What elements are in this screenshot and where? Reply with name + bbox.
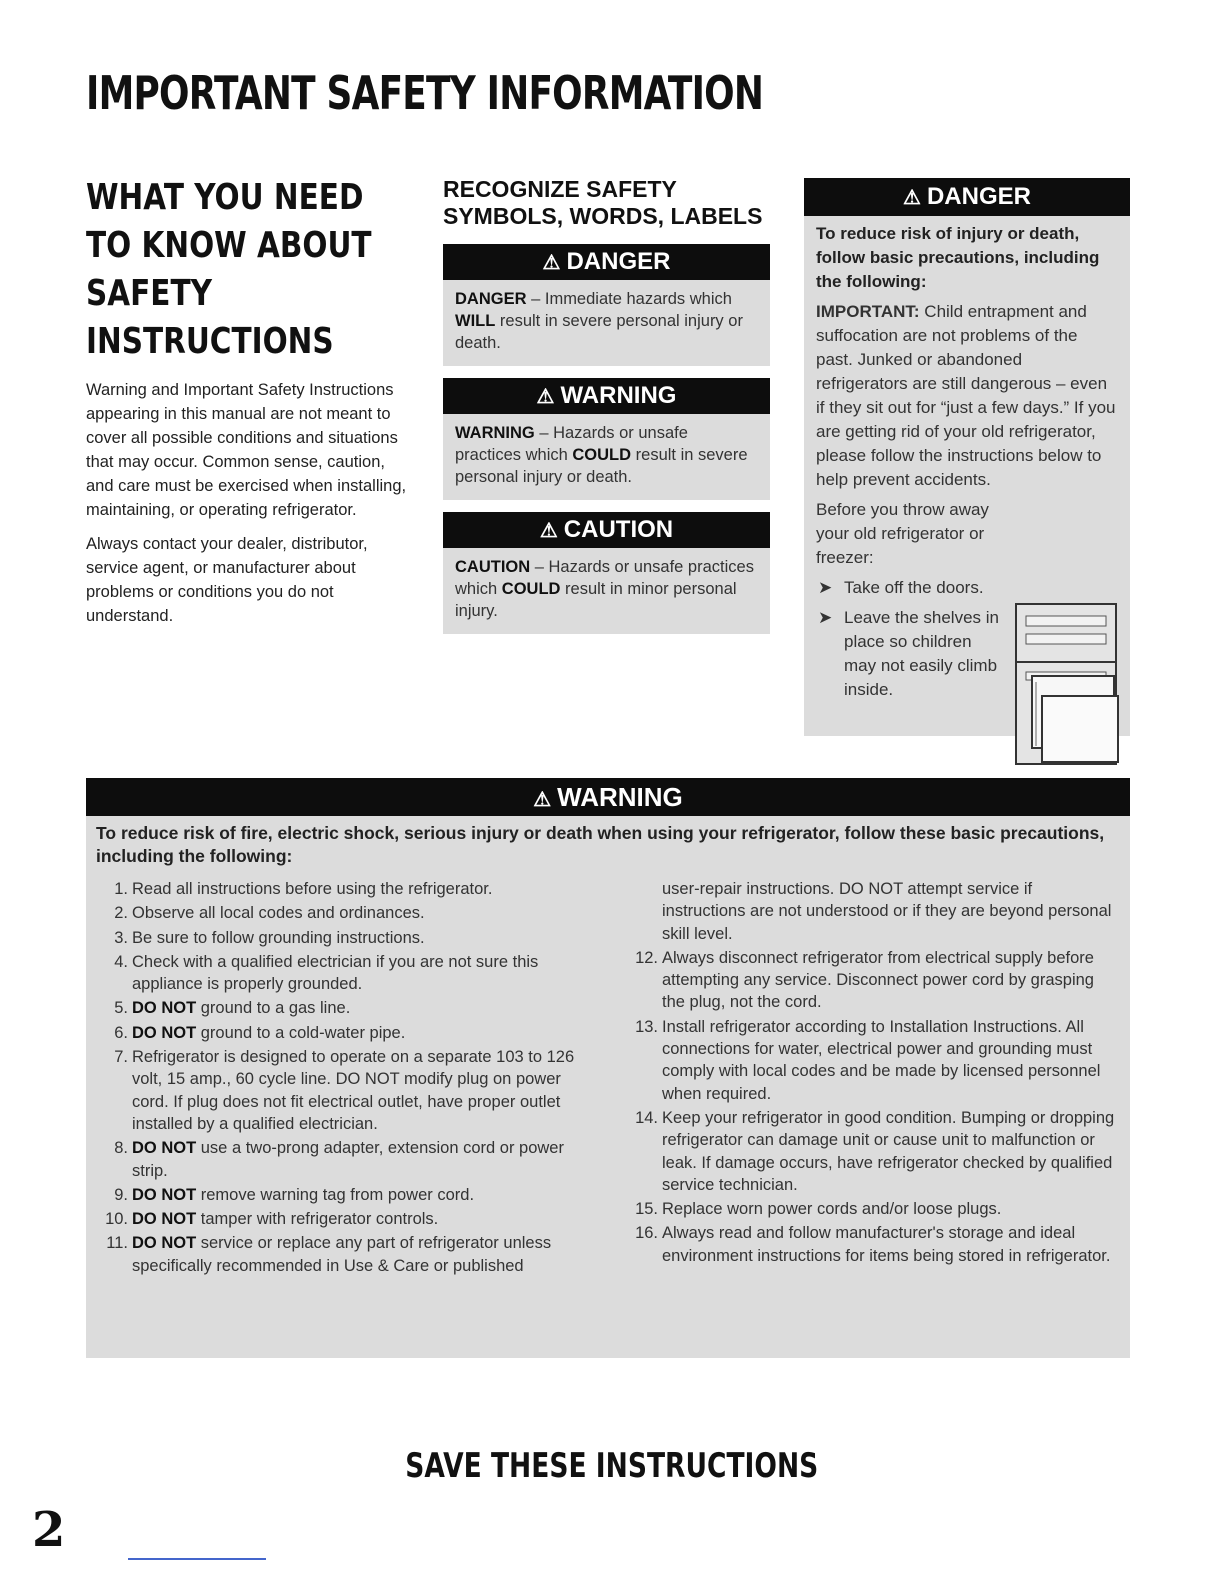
precaution-number: 14. [635,1108,658,1127]
precaution-number: 16. [635,1224,658,1243]
precaution-number: 7. [114,1048,128,1067]
precaution-emphasis: DO NOT [132,1023,197,1042]
intro-heading: WHAT YOU NEED TO KNOW ABOUT SAFETY INSTRUCTIONS [86,177,372,362]
caution-label-header [443,512,770,548]
precautions-list-right [626,878,1120,1279]
precaution-number: 15. [635,1200,658,1219]
footer-title [0,1446,1224,1486]
danger-label-title: DANGER [566,248,671,275]
warning-term: WARNING [455,424,535,442]
precaution-item [96,1184,590,1206]
precaution-number: 10. [105,1210,128,1229]
danger-panel-header [804,178,1130,216]
danger-panel-title: DANGER [926,183,1031,210]
precaution-number: 11. [106,1234,128,1253]
precaution-emphasis: DO NOT [132,1210,197,1229]
precaution-text: Check with a qualified electrician if you are not sure this appliance is properly grounded. [132,952,539,994]
footer-title-text: SAVE THESE INSTRUCTIONS [405,1446,819,1486]
warning-panel-lead: To reduce risk of fire, electric shock, serious injury or death when using your refrigerator, follow these basic precautions, including the following: [96,823,1105,866]
precaution-text: Replace worn power cords and/or loose plugs. [662,1200,1002,1219]
warning-keyword: COULD [572,446,632,464]
item-11-continued: user-repair instructions. DO NOT attempt service if instructions are not understood or if they are beyond personal skill level. [662,880,1112,943]
precaution-item [626,1198,1120,1220]
danger-desc-b: result in severe personal injury or death. [455,312,743,352]
warning-panel [86,778,1130,1358]
precaution-emphasis: DO NOT [132,1234,197,1253]
precaution-text: Be sure to follow grounding instructions. [132,928,425,947]
arrow-bullet-icon: ➤ [818,608,833,627]
warning-triangle-icon: ⚠ [533,789,552,811]
danger-term: DANGER [455,290,527,308]
precaution-item [626,1222,1120,1267]
danger-label-body [443,280,770,366]
precaution-text: Install refrigerator according to Installation Instructions. All connections for water, electrical power and grounding must comply with local codes and be made by licensed personnel when required. [662,1017,1101,1103]
precaution-emphasis: DO NOT [132,999,197,1018]
intro-paragraph-1: Warning and Important Safety Instructions appearing in this manual are not meant to cover all possible conditions and situations that may occur. Common sense, caution, and care must be exercised when installing, maintaining, or operating refrigerator. [86,381,407,519]
precaution-emphasis: DO NOT [132,1185,197,1204]
precaution-emphasis: DO NOT [132,1139,197,1158]
page-number: 2 [32,1502,66,1558]
caution-label [443,512,770,634]
precaution-text: use a two-prong adapter, extension cord or power strip. [132,1139,564,1180]
precaution-item [96,1208,590,1230]
precaution-item [96,1046,590,1135]
warning-desc-b: result in severe personal injury or death. [455,446,748,486]
precaution-number: 5. [114,999,128,1018]
precautions-list-left [96,878,590,1279]
caution-desc-a: – Hazards or unsafe practices which [455,558,754,598]
warning-label [443,378,770,500]
warning-panel-header [86,778,1130,816]
precaution-item [96,1137,590,1182]
precaution-number: 2. [114,904,128,923]
precaution-number: 6. [114,1023,128,1042]
precaution-item [626,947,1120,1014]
important-label: IMPORTANT: [816,302,920,321]
precaution-text: ground to a cold-water pipe. [196,1023,406,1042]
precaution-text: Observe all local codes and ordinances. [132,904,425,923]
precaution-number: 8. [114,1139,128,1158]
danger-label [443,244,770,366]
bullet-text: Leave the shelves in place so children may not easily climb inside. [844,608,999,699]
important-note [816,300,1118,492]
danger-label-header [443,244,770,280]
precaution-item [626,1016,1120,1105]
precaution-text: Keep your refrigerator in good condition. Bumping or dropping refrigerator can damage unit or cause unit to malfunction or leak. If damage occurs, have refrigerator checked by qualified service technician. [662,1108,1115,1194]
precaution-item [96,997,590,1019]
precaution-number: 3. [114,928,128,947]
precaution-text: Read all instructions before using the refrigerator. [132,880,493,898]
precaution-item [96,1022,590,1044]
arrow-bullet-icon: ➤ [818,578,833,597]
danger-keyword: WILL [455,312,496,330]
warning-triangle-icon: ⚠ [542,252,561,274]
precaution-text: ground to a gas line. [196,999,351,1018]
precaution-text: service or replace any part of refrigerator unless specifically recommended in Use & Care or published [132,1234,552,1275]
warning-label-title: WARNING [560,382,677,409]
caution-label-title: CAUTION [563,516,674,543]
refrigerator-illustration [1012,600,1122,770]
warning-panel-body [86,816,1130,1358]
symbols-section [443,176,770,646]
warning-label-body [443,414,770,500]
precaution-text: remove warning tag from power cord. [196,1185,475,1204]
precaution-item [626,1107,1120,1196]
precaution-text: tamper with refrigerator controls. [196,1210,439,1229]
precaution-number: 1. [114,880,128,898]
list-item [816,576,1006,600]
disposal-bullets [816,576,1006,702]
warning-label-header [443,378,770,414]
warning-triangle-icon: ⚠ [903,187,921,209]
danger-panel [804,178,1130,736]
bullet-text: Take off the doors. [844,578,984,597]
important-text: Child entrapment and suffocation are not problems of the past. Junked or abandoned refrigerators are still dangerous – even if they sit out for “just a few days.” If you are getting rid of your old refrigerator, please follow the instructions below to help prevent accidents. [816,302,1116,489]
precaution-text: Always read and follow manufacturer's storage and ideal environment instructions for items being stored in refrigerator. [662,1224,1111,1265]
symbols-heading: RECOGNIZE SAFETY SYMBOLS, WORDS, LABELS [443,176,763,229]
precaution-text: Refrigerator is designed to operate on a separate 103 to 126 volt, 15 amp., 60 cycle line. DO NOT modify plug on power cord. If plug does not fit electrical outlet, have proper outlet installed by a qualified electrician. [132,1048,575,1133]
precaution-number: 12. [635,948,658,967]
page-rule [128,1558,266,1560]
warning-panel-title: WARNING [557,782,683,812]
caution-keyword: COULD [501,580,561,598]
precaution-item [96,927,590,949]
caution-label-body [443,548,770,634]
caution-term: CAUTION [455,558,531,576]
warning-triangle-icon: ⚠ [536,386,555,408]
danger-panel-lead: To reduce risk of injury or death, follow basic precautions, including the following: [816,224,1100,291]
precaution-item [96,902,590,924]
precaution-item [96,1232,590,1277]
precaution-number: 13. [635,1017,658,1036]
precaution-number: 4. [114,952,128,971]
precaution-item [96,951,590,996]
danger-panel-body [804,216,1130,736]
intro-section [86,174,416,638]
precaution-text: Always disconnect refrigerator from electrical supply before attempting any service. Disconnect power cord by grasping the plug, not the cord. [662,948,1094,1012]
warning-triangle-icon: ⚠ [539,520,558,542]
warning-desc-a: – Hazards or unsafe practices which [455,424,688,464]
precaution-item [96,878,590,900]
page-title: IMPORTANT SAFETY INFORMATION [86,66,764,120]
precaution-number: 9. [114,1185,128,1204]
caution-desc-b: result in minor personal injury. [455,580,737,620]
danger-desc-a: – Immediate hazards which [526,290,732,308]
list-item [816,606,1006,702]
intro-paragraph-2: Always contact your dealer, distributor, service agent, or manufacturer about problems or conditions you do not understand. [86,535,368,625]
before-text: Before you throw away your old refrigerator or freezer: [816,500,989,567]
